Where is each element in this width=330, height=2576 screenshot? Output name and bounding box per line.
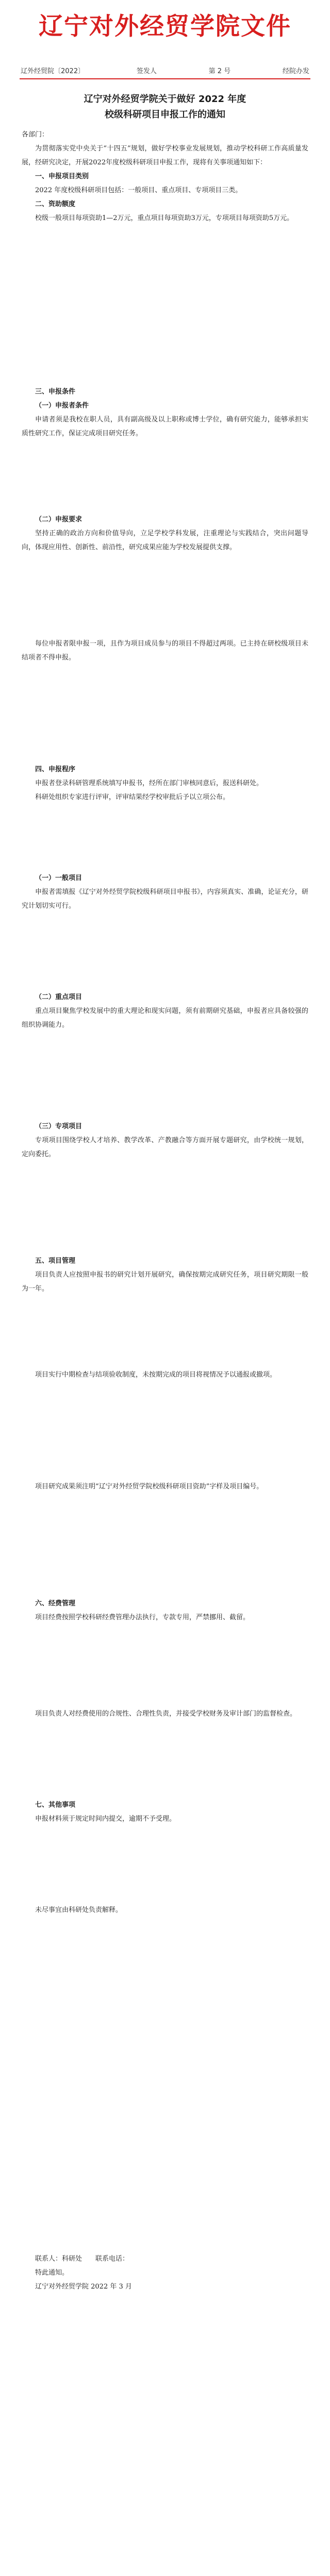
document-header [0, 0, 330, 42]
closing-line: 特此通知。 [35, 2269, 69, 2277]
blank-space [22, 225, 308, 385]
title-line-1: 辽宁对外经贸学院关于做好 2022 年度 [84, 94, 246, 105]
section-4-paragraph-1: 申报者登录科研管理系统填写申报书，经所在部门审核同意后，报送科研处。 [35, 779, 263, 787]
section-4-paragraph-5: 专项项目围绕学校人才培养、教学改革、产教融合等方面开展专题研究，由学校统一规划，定向委托。 [22, 1137, 308, 1158]
section-heading-1: 一、申报项目类别 [35, 173, 89, 180]
section-3-paragraph-2: 坚持正确的政治方向和价值导向，立足学校学科发展，注重理论与实践结合，突出问题导向，体现应用性、创新性、前沿性，研究成果应能为学校发展提供支撑。 [22, 530, 308, 551]
date-line: 辽宁对外经贸学院 2022 年 3 月 [35, 2283, 132, 2291]
blank-space [22, 1382, 308, 1480]
section-6-paragraph-2: 项目负责人对经费使用的合规性、合理性负责，并接受学校财务及审计部门的监督检查。 [35, 1710, 297, 1718]
blank-space [22, 1296, 308, 1368]
section-7-paragraph-2: 未尽事宜由科研处负责解释。 [35, 1906, 123, 1914]
section-4-paragraph-2: 科研处组织专家进行评审，评审结果经学校审批后予以立项公布。 [35, 793, 230, 801]
section-heading-6: 六、经费管理 [35, 1600, 76, 1607]
blank-space [22, 2149, 308, 2221]
document-meta-line [0, 65, 330, 75]
doc-field-3: 经院办发 [282, 67, 309, 75]
section-heading-7: 七、其他事项 [35, 1801, 76, 1809]
subheading-3-1: （一）申报者条件 [35, 402, 89, 410]
section-heading-4: 四、申报程序 [35, 766, 76, 773]
section-6-paragraph-1: 项目经费按照学校科研经费管理办法执行，专款专用，严禁挪用、截留。 [35, 1614, 250, 1621]
section-heading-5: 五、项目管理 [35, 1257, 76, 1265]
title-line-2: 校级科研项目申报工作的通知 [105, 109, 225, 120]
section-2-paragraph: 校级一般项目每项资助1—2万元，重点项目每项资助3万元，专项项目每项资助5万元。 [35, 214, 294, 222]
issuing-organization: 辽宁对外经贸学院文件 [39, 12, 291, 41]
blank-space [22, 1917, 308, 1994]
blank-space [22, 1032, 308, 1120]
blank-space [22, 440, 308, 513]
section-7-paragraph-1: 申报材料须于规定时间内提交，逾期不予受理。 [35, 1815, 176, 1823]
blank-space [22, 1826, 308, 1903]
salutation: 各部门： [22, 131, 49, 139]
blank-space [22, 554, 308, 637]
blank-space [22, 1494, 308, 1597]
section-5-paragraph-3: 项目研究成果须注明“辽宁对外经贸学院校级科研项目资助”字样及项目编号。 [35, 1483, 263, 1490]
section-heading-3: 三、申报条件 [35, 388, 76, 396]
blank-space [22, 2077, 308, 2149]
section-1-paragraph: 2022 年度校级科研项目包括：一般项目、重点项目、专项项目三类。 [35, 187, 242, 194]
doc-field-1: 签发人 [136, 67, 157, 75]
doc-field-2: 第 2 号 [208, 67, 231, 75]
contact-line: 联系人：科研处 联系电话： [35, 2255, 129, 2263]
blank-space [22, 665, 308, 762]
document-body [0, 123, 330, 2252]
subheading-4-3: （三）专项项目 [35, 1123, 82, 1130]
subheading-4-1: （一）一般项目 [35, 874, 82, 882]
intro-paragraph: 为贯彻落实党中央关于“十四五”规划，做好学校事业发展规划，推动学校科研工作高质量发展，经研究决定，开展2022年度校级科研项目申报工作，现将有关事项通知如下： [22, 145, 308, 166]
doc-number: 辽外经贸院〔2022〕 [21, 67, 85, 75]
red-header-rule [20, 78, 310, 79]
section-heading-2: 二、资助额度 [35, 200, 76, 208]
blank-space [22, 1994, 308, 2077]
document-title [0, 92, 330, 123]
blank-space [22, 804, 308, 871]
blank-space [22, 1624, 308, 1707]
section-3-paragraph-1: 申请者须是我校在职人员，具有副高级及以上职称或博士学位，确有研究能力，能够承担实质性研究工作，保证完成项目研究任务。 [22, 416, 308, 437]
section-3-paragraph-3: 每位申报者限申报一项，且作为项目成员参与的项目不得超过两项。已主持在研校级项目未结项者不得申报。 [22, 640, 308, 662]
section-5-paragraph-2: 项目实行中期检查与结项验收制度，未按期完成的项目将视情况予以通报或撤项。 [35, 1371, 277, 1379]
subheading-3-2: （二）申报要求 [35, 516, 82, 523]
blank-space [22, 1721, 308, 1798]
subheading-4-2: （二）重点项目 [35, 993, 82, 1001]
section-4-paragraph-3: 申报者需填报《辽宁对外经贸学院校级科研项目申报书》，内容须真实、准确，论证充分，研究计划切实可行。 [22, 888, 308, 910]
section-5-paragraph-1: 项目负责人应按照申报书的研究计划开展研究，确保按期完成研究任务，项目研究期限一般为一年。 [22, 1271, 308, 1293]
document-footer [0, 2252, 330, 2294]
blank-space [22, 2221, 308, 2252]
blank-space [22, 1161, 308, 1254]
blank-space [22, 913, 308, 990]
section-4-paragraph-4: 重点项目聚焦学校发展中的重大理论和现实问题，须有前期研究基础，申报者应具备较强的组织协调能力。 [22, 1007, 308, 1029]
